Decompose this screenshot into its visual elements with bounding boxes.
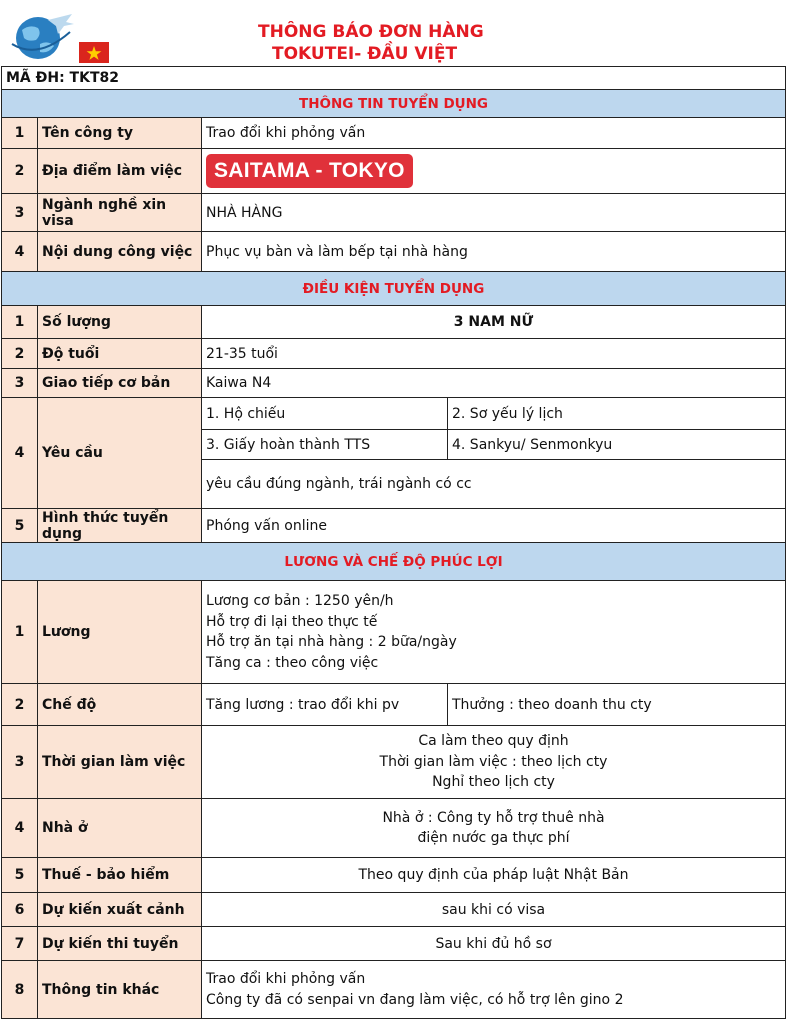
row-number: 4: [2, 232, 38, 272]
row-label: Nhà ở: [38, 799, 202, 858]
section-recruitment-info: THÔNG TIN TUYỂN DỤNG: [2, 90, 786, 118]
raise-value: Tăng lương : trao đổi khi pv: [202, 684, 448, 726]
row-number: 4: [2, 799, 38, 858]
requirement-item: 4. Sankyu/ Senmonkyu: [448, 430, 786, 460]
other-info-line: Công ty đã có senpai vn đang làm việc, có hỗ trợ lên gino 2: [206, 991, 624, 1008]
salary-line: Lương cơ bản : 1250 yên/h: [206, 593, 394, 609]
salary-line: Tăng ca : theo công việc: [206, 654, 379, 671]
row-number: 3: [2, 194, 38, 232]
housing-line: Nhà ở : Công ty hỗ trợ thuê nhà: [382, 809, 605, 826]
row-number: 1: [2, 118, 38, 149]
row-label: Dự kiến thi tuyển: [38, 927, 202, 961]
row-number: 4: [2, 398, 38, 509]
housing-details: [202, 799, 786, 858]
row-label: Giao tiếp cơ bản: [38, 369, 202, 398]
row-label: Thời gian làm việc: [38, 726, 202, 799]
requirement-item: 3. Giấy hoàn thành TTS: [202, 430, 448, 460]
title-line-1: THÔNG BÁO ĐƠN HÀNG: [258, 22, 484, 42]
salary-line: Hỗ trợ ăn tại nhà hàng : 2 bữa/ngày: [206, 634, 457, 650]
row-label: Hình thức tuyển dụng: [38, 509, 202, 543]
order-code: MÃ ĐH: TKT82: [2, 67, 786, 90]
row-number: 5: [2, 509, 38, 543]
row-number: 1: [2, 306, 38, 339]
row-label: Chế độ: [38, 684, 202, 726]
globe-airplane-logo-icon: [8, 10, 74, 60]
quantity-value: 3 NAM NỮ: [202, 306, 786, 339]
age-value: 21-35 tuổi: [202, 339, 786, 369]
requirement-item: 2. Sơ yếu lý lịch: [448, 398, 786, 430]
row-number: 6: [2, 893, 38, 927]
row-label: Thông tin khác: [38, 961, 202, 1019]
row-number: 7: [2, 927, 38, 961]
row-label: Địa điểm làm việc: [38, 149, 202, 194]
row-label: Nội dung công việc: [38, 232, 202, 272]
tax-insurance-value: Theo quy định của pháp luật Nhật Bản: [202, 858, 786, 893]
row-label: Tên công ty: [38, 118, 202, 149]
requirement-note: yêu cầu đúng ngành, trái ngành có cc: [202, 460, 786, 509]
section-conditions: ĐIỀU KIỆN TUYỂN DỤNG: [2, 272, 786, 306]
bonus-value: Thưởng : theo doanh thu cty: [448, 684, 786, 726]
recruitment-form-value: Phóng vấn online: [202, 509, 786, 543]
departure-value: sau khi có visa: [202, 893, 786, 927]
order-table: [1, 66, 786, 1019]
work-location-badge: SAITAMA - TOKYO: [206, 154, 413, 188]
other-info-details: [202, 961, 786, 1019]
working-time-line: Nghỉ theo lịch cty: [432, 774, 555, 791]
exam-value: Sau khi đủ hồ sơ: [202, 927, 786, 961]
section-salary: LƯƠNG VÀ CHẾ ĐỘ PHÚC LỢI: [2, 543, 786, 581]
work-location-cell: [202, 149, 786, 194]
document-header: [0, 0, 787, 66]
working-time-line: Thời gian làm việc : theo lịch cty: [379, 753, 608, 770]
salary-details: [202, 581, 786, 684]
row-label: Yêu cầu: [38, 398, 202, 509]
requirement-item: 1. Hộ chiếu: [202, 398, 448, 430]
row-label: Dự kiến xuất cảnh: [38, 893, 202, 927]
row-number: 2: [2, 339, 38, 369]
row-number: 8: [2, 961, 38, 1019]
row-number: 1: [2, 581, 38, 684]
row-number: 5: [2, 858, 38, 893]
other-info-line: Trao đổi khi phỏng vấn: [206, 971, 366, 987]
visa-industry-value: NHÀ HÀNG: [202, 194, 786, 232]
vietnam-flag-icon: [79, 42, 109, 63]
row-number: 3: [2, 369, 38, 398]
row-label: Lương: [38, 581, 202, 684]
job-content-value: Phục vụ bàn và làm bếp tại nhà hàng: [202, 232, 786, 272]
row-number: 3: [2, 726, 38, 799]
title-line-2: TOKUTEI- ĐẦU VIỆT: [272, 44, 458, 64]
language-value: Kaiwa N4: [202, 369, 786, 398]
row-label: Độ tuổi: [38, 339, 202, 369]
row-number: 2: [2, 684, 38, 726]
company-name-value: Trao đổi khi phỏng vấn: [202, 118, 786, 149]
row-number: 2: [2, 149, 38, 194]
salary-line: Hỗ trợ đi lại theo thực tế: [206, 613, 378, 630]
row-label: Thuế - bảo hiểm: [38, 858, 202, 893]
working-time-details: [202, 726, 786, 799]
housing-line: điện nước ga thực phí: [417, 830, 570, 846]
row-label: Số lượng: [38, 306, 202, 339]
row-label: Ngành nghề xin visa: [38, 194, 202, 232]
working-time-line: Ca làm theo quy định: [418, 733, 569, 750]
